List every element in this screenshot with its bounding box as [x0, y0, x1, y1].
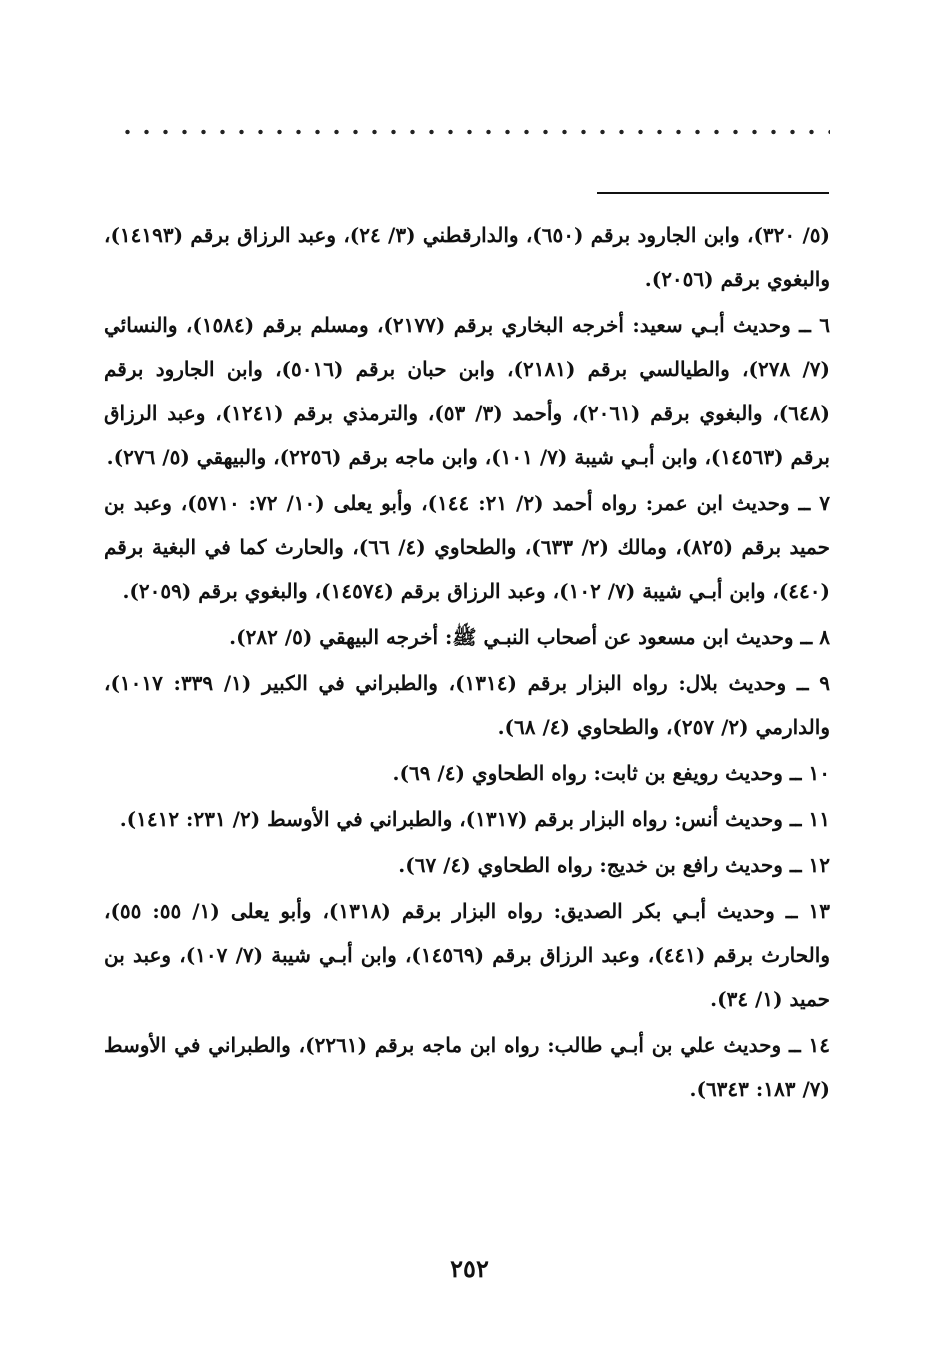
page-number: ٢٥٢: [450, 1254, 489, 1283]
footnote-8: ٨ ــ وحديث ابن مسعود عن أصحاب النبـي ﷺ: أخرجه البيهقي (٥/ ٢٨٢).: [229, 625, 830, 649]
footnote-13: ١٣ ــ وحديث أبـي بكر الصديق: رواه البزار برقم (١٣١٨)، وأبو يعلى (١/ ٥٥: ٥٥)، والحارث برقم (٤٤١)، وعبد الرزاق برقم (١٤٥٦٩)، وابن أبـي شيبة (٧/ ١٠٧)، وعبد بن حميد (١/ ٣٤).: [104, 899, 830, 1011]
footnote-11: ١١ ــ وحديث أنس: رواه البزار برقم (١٣١٧)، والطبراني في الأوسط (٢/ ٢٣١: ١٤١٢).: [119, 807, 830, 831]
footnote-continuation: (٥/ ٣٢٠)، وابن الجارود برقم (٦٥٠)، والدارقطني (٣/ ٢٤)، وعبد الرزاق برقم (١٤١٩٣)، والبغوي برقم (٢٠٥٦).: [104, 223, 830, 291]
footnote-rule: [597, 192, 829, 194]
footnote-9: ٩ ــ وحديث بلال: رواه البزار برقم (١٣١٤)، والطبراني في الكبير (١/ ٣٣٩: ١٠١٧)، والدارمي (٢/ ٢٥٧)، والطحاوي (٤/ ٦٨).: [104, 671, 830, 739]
dotted-separator: [118, 128, 830, 136]
footnote-7: ٧ ــ وحديث ابن عمر: رواه أحمد (٢/ ٢١: ١٤٤)، وأبو يعلى (١٠/ ٧٢: ٥٧١٠)، وعبد بن حميد برقم (٨٢٥)، ومالك (٢/ ٦٣٣)، والطحاوي (٤/ ٦٦)، والحارث كما في البغية برقم (٤٤٠)، وابن أبـي شيبة (٧/ ١٠٢)، وعبد الرزاق برقم (١٤٥٧٤)، والبغوي برقم (٢٠٥٩).: [104, 491, 830, 603]
footnote-12: ١٢ ــ وحديث رافع بن خديج: رواه الطحاوي (٤/ ٦٧).: [398, 853, 830, 877]
footnote-10: ١٠ ــ وحديث رويفع بن ثابت: رواه الطحاوي (٤/ ٦٩).: [392, 761, 830, 785]
footnote-6: ٦ ــ وحديث أبـي سعيد: أخرجه البخاري برقم (٢١٧٧)، ومسلم برقم (١٥٨٤)، والنسائي (٧/ ٢٧٨)، والطيالسي برقم (٢١٨١)، وابن حبان برقم (٥٠١٦)، وابن الجارود برقم (٦٤٨)، والبغوي برقم (٢٠٦١)، وأحمد (٣/ ٥٣)، والترمذي برقم (١٢٤١)، وعبد الرزاق برقم (١٤٥٦٣)، وابن أبـي شيبة (٧/ ١٠١)، وابن ماجه برقم (٢٢٥٦)، والبيهقي (٥/ ٢٧٦).: [104, 313, 830, 469]
footnotes-block: [104, 213, 830, 1113]
footnote-14: ١٤ ــ وحديث علي بن أبـي طالب: رواه ابن ماجه برقم (٢٢٦١)، والطبراني في الأوسط (٧/ ١٨٣: ٦٣٤٣).: [104, 1033, 830, 1101]
